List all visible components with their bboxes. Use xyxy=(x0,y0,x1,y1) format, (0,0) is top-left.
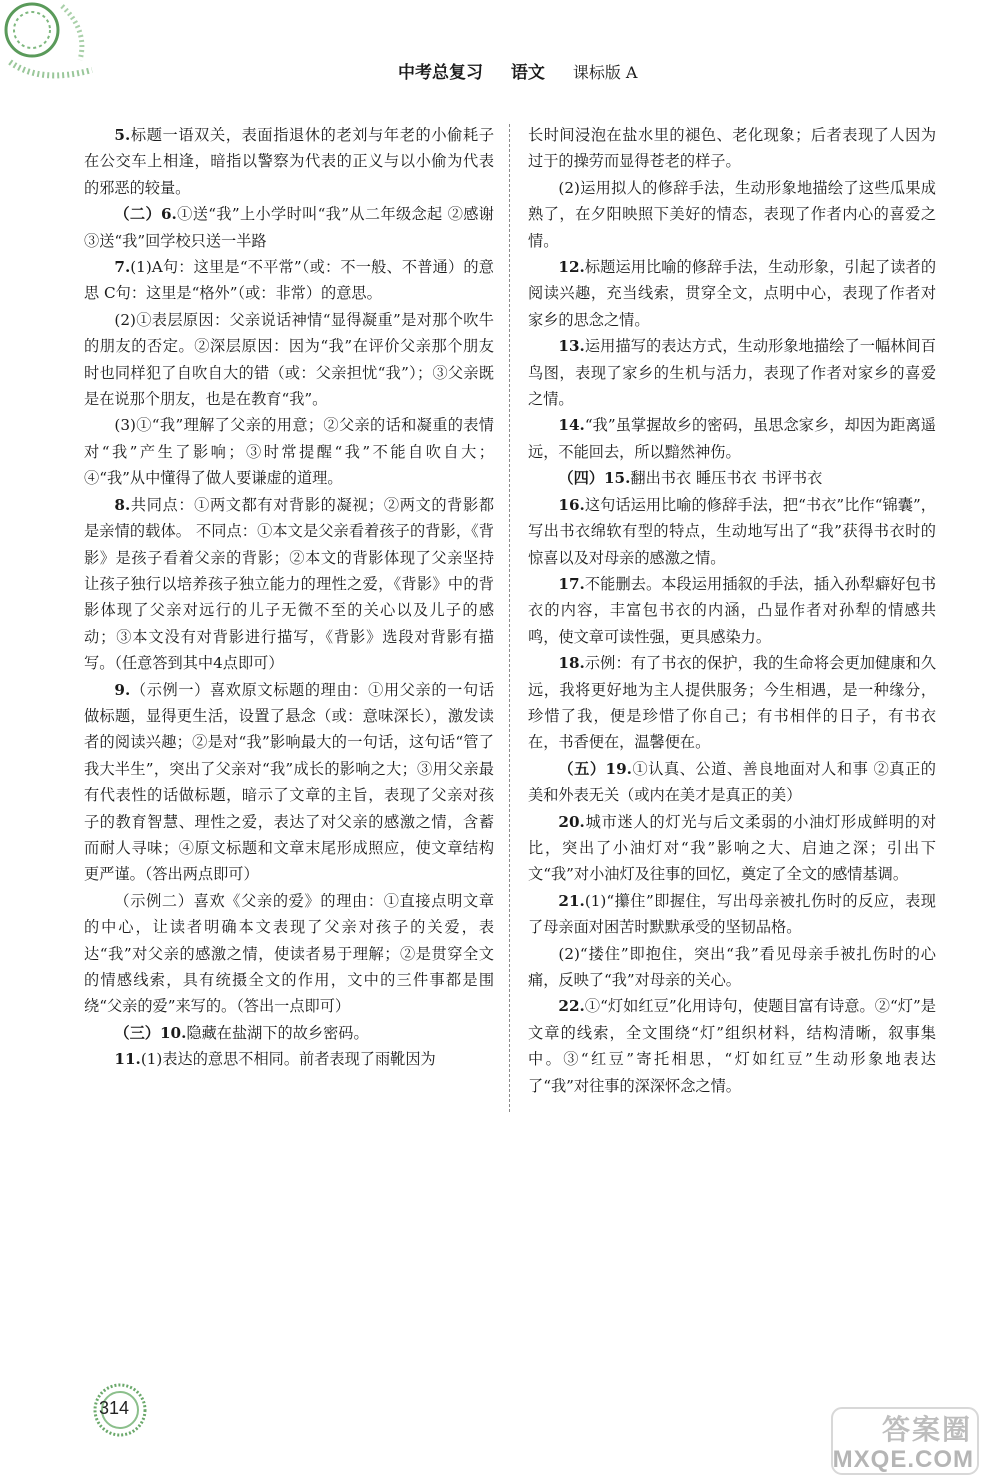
watermark-text-en: MXQE.COM xyxy=(832,1446,974,1473)
question-number: 16. xyxy=(558,495,585,514)
answer-text: 城市迷人的灯光与后文柔弱的小油灯形成鲜明的对比，突出了小油灯对“我”影响之大、启迪之深；引出下文“我”对小油灯及往事的回忆，奠定了全文的感情基调。 xyxy=(528,812,936,884)
answer-paragraph xyxy=(84,1046,494,1072)
question-number: 5. xyxy=(114,126,131,144)
page-header xyxy=(398,58,660,83)
answer-text: 运用描写的表达方式，生动形象地描绘了一幅林间百鸟图，表现了家乡的生机与活力，表现了作者对家乡的喜爱之情。 xyxy=(528,337,936,409)
answer-paragraph xyxy=(84,201,494,254)
answer-paragraph xyxy=(84,122,494,201)
right-column xyxy=(528,122,936,1099)
answer-paragraph xyxy=(528,254,936,333)
question-number: （二）6. xyxy=(114,205,177,224)
question-number: （四）15. xyxy=(558,469,631,488)
answer-paragraph xyxy=(528,122,936,175)
answer-text: (1)A句：这里是“不平常”（或：不一般、不普通）的意思 C句：这里是“格外”（或：非常）的意思。 xyxy=(84,258,494,303)
question-number: 17. xyxy=(558,574,585,593)
answer-text: 不能删去。本段运用插叙的手法，插入孙犁癖好包书衣的内容，丰富包书衣的内涵，凸显作者对孙犁的情感共鸣，使文章可读性强，更具感染力。 xyxy=(528,574,936,646)
answer-paragraph xyxy=(528,650,936,756)
answer-text: (2)①表层原因：父亲说话神情“显得凝重”是对那个吹牛的朋友的否定。②深层原因：因为“我”在评价父亲那个朋友时也同样犯了自吹自大的错（或：父亲担忧“我”）；③父亲既是在说那个朋友，也是在教育“我”。 xyxy=(84,310,494,409)
page-number: 314 xyxy=(99,1398,130,1418)
answer-text: 长时间浸泡在盐水里的褪色、老化现象；后者表现了人因为过于的操劳而显得苍老的样子。 xyxy=(528,126,936,171)
answer-text: 标题运用比喻的修辞手法，生动形象，引起了读者的阅读兴趣，充当线索，贯穿全文，点明中心，表现了作者对家乡的思念之情。 xyxy=(528,258,936,329)
answer-paragraph xyxy=(528,756,936,809)
answer-text: ①认真、公道、善良地面对人和事 ②真正的美和外表无关（或内在美才是真正的美） xyxy=(528,759,936,805)
watermark-text-cn: 答案圈 xyxy=(881,1413,972,1446)
header-subject: 语文 xyxy=(510,63,545,83)
left-column xyxy=(84,122,494,1073)
answer-paragraph xyxy=(528,809,936,888)
answer-text: “我”虽掌握故乡的密码，虽思念家乡，却因为距离遥远，不能回去，所以黯然神伤。 xyxy=(528,416,936,461)
question-number: 9. xyxy=(114,680,131,699)
question-number: 13. xyxy=(558,337,585,356)
answer-text: 隐藏在盐湖下的故乡密码。 xyxy=(186,1023,369,1042)
answer-text: （示例一）喜欢原文标题的理由：①用父亲的一句话做标题，显得更生活，设置了悬念（或：意味深长），激发读者的阅读兴趣；②是对“我”影响最大的一句话，这句话“管了我大半生”，突出了父亲对“我”成长的影响之大；③用父亲最有代表性的话做标题，暗示了文章的主旨，表现了父亲对孩子的教育智慧、理性之爱，表达了对父亲的感激之情，含蓄而耐人寻味；④原文标题和文章末尾形成照应，使文章结构更严谨。（答出两点即可） xyxy=(84,680,494,884)
answer-text: (2)运用拟人的修辞手法，生动形象地描绘了这些瓜果成熟了，在夕阳映照下美好的情态，表现了作者内心的喜爱之情。 xyxy=(528,178,936,250)
answer-paragraph xyxy=(84,412,494,491)
answer-text: 共同点：①两文都有对背影的凝视；②两文的背影都是亲情的载体。 不同点：①本文是父亲看着孩子的背影，《背影》是孩子看着父亲的背影；②本文的背影体现了父亲坚持让孩子独行以培养孩子独立能力的理性之爱，《背影》中的背影体现了父亲对远行的儿子无微不至的关心以及儿子的感动；③本文没有对背影进行描写，《背影》选段对背影有描写。（任意答到其中4点即可） xyxy=(84,495,494,673)
answer-paragraph xyxy=(528,888,936,941)
question-number: 21. xyxy=(558,891,585,910)
header-edition: 课标版 A xyxy=(572,63,638,82)
answer-paragraph xyxy=(528,941,936,994)
answer-text: 翻出书衣 睡压书衣 书评书衣 xyxy=(630,469,823,488)
question-number: 11. xyxy=(114,1050,141,1069)
answer-paragraph xyxy=(84,492,494,677)
question-number: （五）19. xyxy=(558,759,632,778)
answer-text: (3)①“我”理解了父亲的用意；②父亲的话和凝重的表情对“我”产生了影响；③时常提醒“我”不能自吹自大；④“我”从中懂得了做人要谦虚的道理。 xyxy=(84,416,494,488)
answer-paragraph xyxy=(528,993,936,1099)
answer-paragraph xyxy=(528,333,936,412)
answer-text: (1)表达的意思不相同。前者表现了雨靴因为 xyxy=(140,1050,436,1069)
answer-text: (2)“搂住”即抱住，突出“我”看见母亲手被扎伤时的心痛，反映了“我”对母亲的关心。 xyxy=(528,944,936,989)
answer-paragraph xyxy=(84,254,494,307)
answer-text: （示例二）喜欢《父亲的爱》的理由：①直接点明文章的中心，让读者明确本文表现了父亲对孩子的关爱，表达“我”对父亲的感激之情，使读者易于理解；②是贯穿全文的情感线索，具有统摄全文的作用，文中的三件事都是围绕“父亲的爱”来写的。（答出一点即可） xyxy=(84,891,494,1016)
answer-paragraph xyxy=(528,465,936,491)
publisher-seal-icon xyxy=(0,0,110,100)
answer-paragraph xyxy=(528,412,936,465)
answer-paragraph xyxy=(84,1020,494,1046)
answer-paragraph xyxy=(528,492,936,571)
header-title: 中考总复习 xyxy=(398,63,483,83)
question-number: 7. xyxy=(114,258,131,277)
answer-text: 这句话运用比喻的修辞手法，把“书衣”比作“锦囊”，写出书衣绵软有型的特点，生动地写出了“我”获得书衣时的惊喜以及对母亲的感激之情。 xyxy=(528,495,936,567)
column-divider xyxy=(509,124,510,1112)
answer-text: 标题一语双关，表面指退休的老刘与年老的小偷耗子在公交车上相逢，暗指以警察为代表的正义与以小偷为代表的邪恶的较量。 xyxy=(84,126,494,197)
answer-text: ①“灯如红豆”化用诗句，使题目富有诗意。②“灯”是文章的线索，全文围绕“灯”组织材料，结构清晰，叙事集中。③“红豆”寄托相思，“灯如红豆”生动形象地表达了“我”对往事的深深怀念之情。 xyxy=(528,997,936,1095)
answer-paragraph xyxy=(528,571,936,650)
question-number: 12. xyxy=(558,258,585,277)
answer-paragraph xyxy=(84,307,494,413)
question-number: 22. xyxy=(558,997,585,1016)
question-number: （三）10. xyxy=(114,1023,187,1042)
question-number: 18. xyxy=(558,654,585,673)
question-number: 8. xyxy=(114,495,131,514)
answer-text: (1)“攥住”即握住，写出母亲被扎伤时的反应，表现了母亲面对困苦时默默承受的坚韧品格。 xyxy=(528,891,936,937)
answer-text: ①送“我”上小学时叫“我”从二年级念起 ②感谢 ③送“我”回学校只送一半路 xyxy=(84,205,494,250)
answer-text: 示例：有了书衣的保护，我的生命将会更加健康和久远，我将更好地为主人提供服务；今生相遇，是一种缘分，珍惜了我，便是珍惜了你自己；有书相伴的日子，有书衣在，书香便在，温馨便在。 xyxy=(528,654,936,752)
answer-paragraph xyxy=(84,677,494,888)
answer-paragraph xyxy=(84,888,494,1020)
answer-paragraph xyxy=(528,175,936,254)
question-number: 14. xyxy=(558,416,585,435)
question-number: 20. xyxy=(558,812,585,831)
